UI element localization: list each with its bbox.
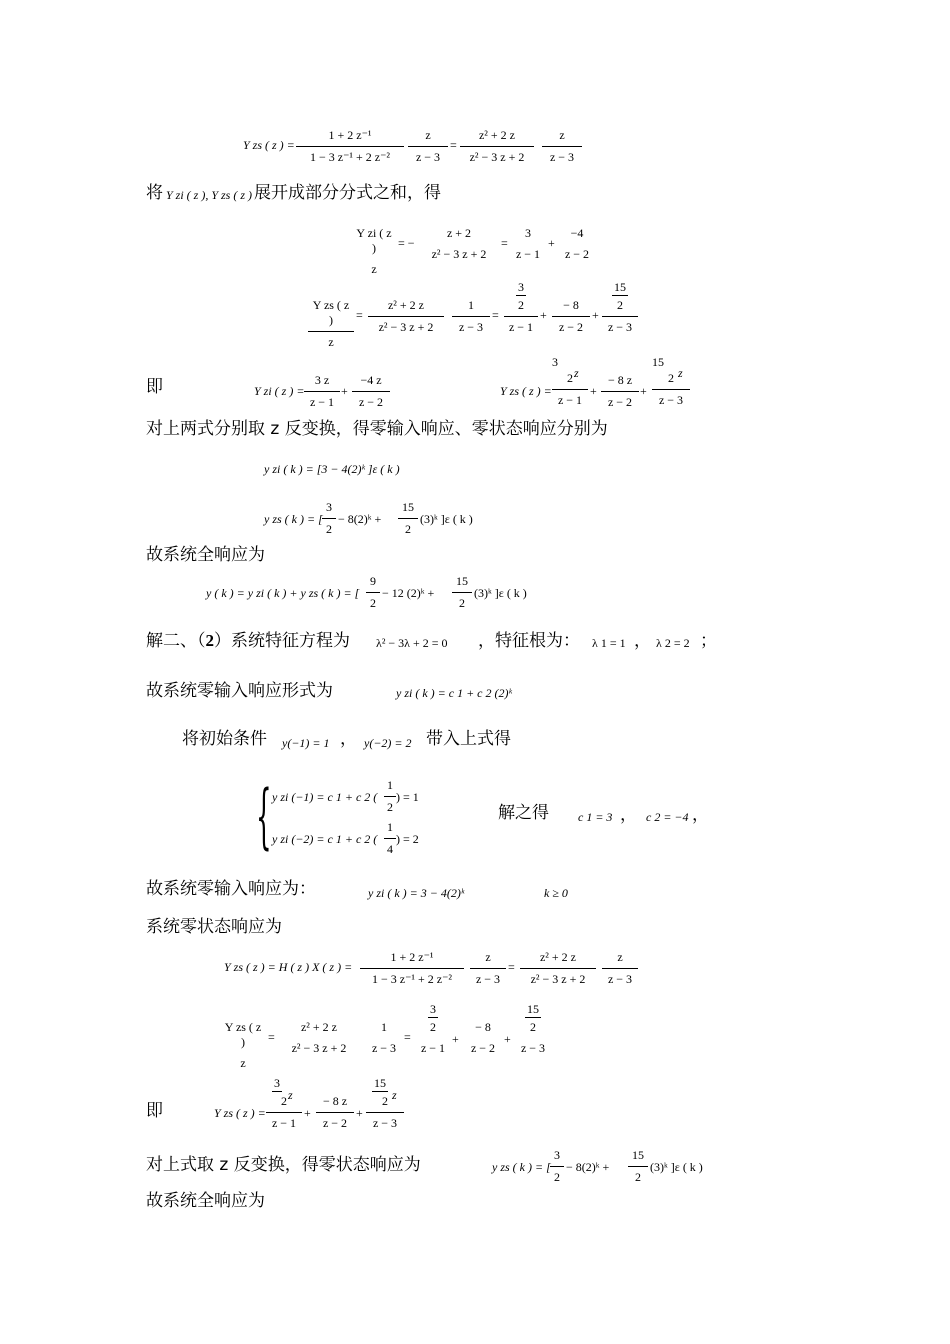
- eq4a-frac2: −4 z z − 2: [352, 373, 390, 410]
- eq3-lhs: Y zs ( z ) z: [308, 298, 354, 350]
- sys-l1b: ) = 1: [396, 790, 419, 804]
- eq4b-a3z: z: [678, 366, 683, 380]
- equals: =: [508, 960, 515, 974]
- eq4b-a1: 3 2 z − 1: [552, 355, 588, 408]
- plus: +: [640, 384, 647, 398]
- equals: =: [404, 1030, 411, 1044]
- eq11-mid: − 8(2)ᵏ +: [566, 1160, 610, 1174]
- eq6-mid: − 8(2)ᵏ +: [338, 512, 382, 526]
- solve-c2: c 2 = −4: [646, 810, 689, 824]
- eq9-a3: 15 2 z − 3: [520, 1002, 546, 1055]
- eq6-a2: 15 2: [398, 500, 418, 537]
- eq6-rhs: (3)ᵏ ]ε ( k ): [420, 512, 473, 526]
- eq10-a1: 3 2 z − 1: [266, 1076, 302, 1131]
- eq10-a3z: z: [392, 1088, 397, 1102]
- eq4b-frac2: − 8 z z − 2: [601, 373, 639, 410]
- eq5: y zi ( k ) = [3 − 4(2)ᵏ ]ε ( k ): [264, 462, 400, 476]
- eq8-frac4: z z − 3: [602, 950, 638, 987]
- equals: =: [450, 138, 457, 152]
- sys-l2-frac: 1 4: [384, 820, 396, 857]
- eq9-frac2: 1 z − 3: [371, 1020, 397, 1055]
- eq11-rhs: (3)ᵏ ]ε ( k ): [650, 1160, 703, 1174]
- eq9-a1: 3 2 z − 1: [420, 1002, 446, 1055]
- eq3-a3: 15 2 z − 3: [602, 280, 638, 335]
- eq8-lhs: Y zs ( z ) = H ( z ) X ( z ) =: [224, 960, 353, 974]
- ji-label-2: 即: [146, 1101, 163, 1121]
- inverse-text: 对上两式分别取 z 反变换，得零输入响应、零状态响应分别为: [146, 419, 608, 439]
- eq3-frac2: 1 z − 3: [452, 298, 490, 335]
- eq9-frac1: z² + 2 z z² − 3 z + 2: [291, 1020, 347, 1055]
- eq8-frac2: z z − 3: [470, 950, 506, 987]
- sys-l2b: ) = 2: [396, 832, 419, 846]
- eq10-a1z: z: [288, 1088, 293, 1102]
- eq2-frac: z + 2 z² − 3 z + 2: [431, 226, 487, 261]
- eq1-frac3: z² + 2 z z² − 3 z + 2: [460, 128, 534, 165]
- root1: λ 1 = 1: [592, 636, 626, 650]
- eq1-frac2: z z − 3: [408, 128, 448, 165]
- plus: +: [540, 308, 547, 322]
- eq11-lhs: y zs ( k ) = [: [492, 1160, 551, 1174]
- sys-l2a: y zi (−2) = c 1 + c 2 (: [272, 832, 378, 846]
- eq1-frac1: 1 + 2 z⁻¹ 1 − 3 z⁻¹ + 2 z⁻²: [296, 128, 404, 165]
- eq1-lhs: Y zs ( z ) =: [243, 138, 295, 152]
- eq4a-frac1: 3 z z − 1: [304, 373, 340, 410]
- eq2-lhs: Y zi ( z ) z: [356, 226, 392, 276]
- zi-form-text: 故系统零输入响应形式为: [146, 681, 333, 701]
- eq8-frac3: z² + 2 z z² − 3 z + 2: [520, 950, 596, 987]
- eq7-a1: 9 2: [366, 574, 380, 611]
- eq6-lhs: y zs ( k ) = [: [264, 512, 323, 526]
- eq11-a1: 3 2: [550, 1148, 564, 1185]
- plus: +: [504, 1032, 511, 1046]
- eq11-a2: 15 2: [628, 1148, 648, 1185]
- brace: {: [256, 775, 272, 857]
- sys-l1a: y zi (−1) = c 1 + c 2 (: [272, 790, 378, 804]
- plus: +: [590, 384, 597, 398]
- eq7-lhs: y ( k ) = y zi ( k ) + y zs ( k ) = [: [206, 586, 360, 600]
- sys-l1-frac: 1 2: [384, 778, 396, 815]
- char-eq: λ² − 3λ + 2 = 0: [376, 636, 448, 650]
- sol2-mid: ，特征根为：: [478, 631, 580, 651]
- expand-text-post: 展开成部分分式之和，得: [254, 183, 441, 203]
- root2: λ 2 = 2: [656, 636, 690, 650]
- eq4a-lhs: Y zi ( z ) =: [254, 384, 305, 398]
- eq2-r2: −4 z − 2: [564, 226, 590, 261]
- equals: =: [356, 308, 363, 322]
- plus: +: [592, 308, 599, 322]
- expand-expr: Y zi ( z ), Y zs ( z ): [166, 188, 253, 202]
- full-response-text: 故系统全响应为: [146, 545, 265, 565]
- equals: =: [492, 308, 499, 322]
- equals: =: [268, 1030, 275, 1044]
- eq10-lhs: Y zs ( z ) =: [214, 1106, 266, 1120]
- eq4b-a3: 15 2 z − 3: [652, 355, 690, 408]
- ji-label: 即: [146, 377, 163, 397]
- sol2-end: ；: [700, 631, 717, 651]
- expand-text-pre: 将: [146, 183, 163, 203]
- plus: +: [548, 236, 555, 250]
- sol2-sep: ，: [634, 631, 651, 651]
- eq10-a3: 15 2 z − 3: [366, 1076, 404, 1131]
- init-sep: ，: [340, 729, 357, 749]
- solve-end: ，: [692, 805, 709, 825]
- plus: +: [356, 1106, 363, 1120]
- eq3-a2: − 8 z − 2: [552, 298, 590, 335]
- eq9-a2: − 8 z − 2: [470, 1020, 496, 1055]
- plus: +: [341, 384, 348, 398]
- eq9-lhs: Y zs ( z ) z: [224, 1020, 262, 1070]
- plus: +: [304, 1106, 311, 1120]
- eq4b-lhs: Y zs ( z ) =: [500, 384, 552, 398]
- full-response-text-2: 故系统全响应为: [146, 1191, 265, 1211]
- eq7-rhs: (3)ᵏ ]ε ( k ): [474, 586, 527, 600]
- eq2-r1: 3 z − 1: [515, 226, 541, 261]
- equals: =: [501, 236, 508, 250]
- eq3-a1: 3 2 z − 1: [504, 280, 538, 335]
- eq7-a2: 15 2: [452, 574, 472, 611]
- eq7-mid: − 12 (2)ᵏ +: [382, 586, 435, 600]
- solve-text: 解之得: [498, 803, 549, 823]
- zi-form-eq: y zi ( k ) = c 1 + c 2 (2)ᵏ: [396, 686, 512, 700]
- init-text-post: 带入上式得: [426, 729, 511, 749]
- eq8-frac1: 1 + 2 z⁻¹ 1 − 3 z⁻¹ + 2 z⁻²: [360, 950, 464, 987]
- init-c1: y(−1) = 1: [282, 736, 330, 750]
- zi-result-eq: y zi ( k ) = 3 − 4(2)ᵏ: [368, 886, 465, 900]
- zs-text: 系统零状态响应为: [146, 917, 282, 937]
- eq3-frac1: z² + 2 z z² − 3 z + 2: [368, 298, 444, 335]
- init-text-pre: 将初始条件: [182, 729, 267, 749]
- plus: +: [452, 1032, 459, 1046]
- zi-result-text: 故系统零输入响应为：: [146, 879, 316, 899]
- sol2-line: 解二、（2）系统特征方程为: [146, 631, 350, 651]
- init-c2: y(−2) = 2: [364, 736, 412, 750]
- eq6-a1: 3 2: [322, 500, 336, 537]
- zi-result-cond: k ≥ 0: [544, 886, 568, 900]
- eq10-frac2: − 8 z z − 2: [316, 1094, 354, 1131]
- eq1-frac4: z z − 3: [542, 128, 582, 165]
- solve-sep: ，: [620, 805, 637, 825]
- eq2-mid: = −: [398, 236, 415, 250]
- inverse-text-2: 对上式取 z 反变换，得零状态响应为: [146, 1155, 421, 1175]
- solve-c1: c 1 = 3: [578, 810, 613, 824]
- eq4b-a1z: z: [574, 366, 579, 380]
